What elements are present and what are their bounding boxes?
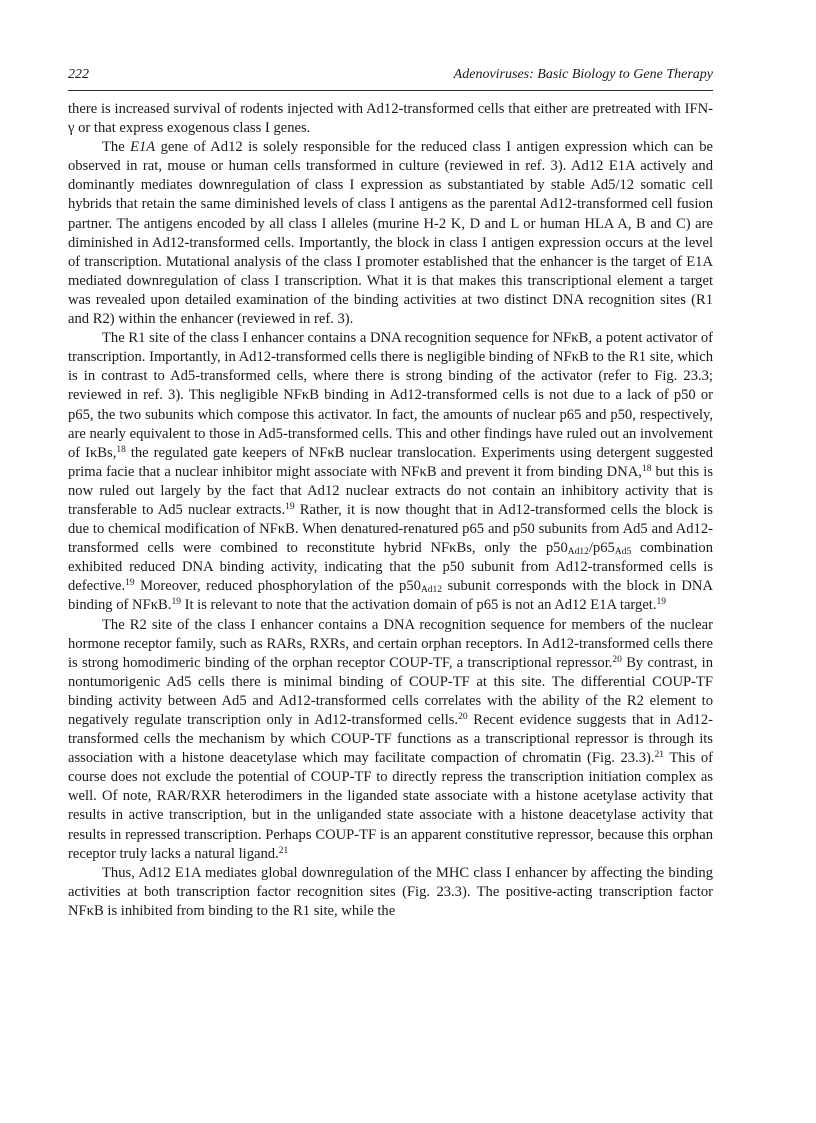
text-run: It is relevant to note that the activation domain of p65 is not an Ad12 E1A target. (180, 597, 657, 614)
subscript-label: Ad12 (420, 585, 443, 596)
reference-superscript: 18 (641, 463, 652, 474)
paragraph-3 (68, 329, 713, 615)
reference-superscript: 21 (654, 750, 665, 761)
reference-superscript: 19 (285, 501, 295, 512)
text-run: By contrast, in nontumorigenic Ad5 cells there is minimal binding of COUP-TF at this site. The differential COUP-TF binding activity between Ad5 and Ad12-transformed cells correlates with the ability of the R2 element to negatively regulate transcription only in Ad12-transformed cells. (68, 654, 713, 728)
text-run: Recent evidence suggests that in Ad12-transformed cells the mechanism by which COUP-TF functions as a transcriptional repressor is through its association with a histone deacetylase which may facilitate compaction of chromatin (Fig. 23.3). (68, 712, 713, 767)
reference-superscript: 19 (656, 597, 667, 608)
text-run: gene of Ad12 is solely responsible for the reduced class I antigen expression which can be observed in rat, mouse or human cells transformed in culture (reviewed in ref. 3). Ad12 E1A actively and dominantly mediates downregulation of class I expression as substantiated by stable Ad5/12 somatic cell hybrids that retain the same diminished levels of class I antigens as the parental Ad12-transformed cell fusion partner. The antigens encoded by all class I alleles (murine H-2 K, D and L or human HLA A, B and C) are diminished in Ad12-transformed cells. Importantly, the block in class I antigen expression occurs at the level of transcription. Mutational analysis of the class I promoter established that the enhancer is the target of E1A mediated downregulation of class I transcription. What it is that makes this transcriptional element a target was revealed upon detailed examination of the binding activities at two distinct DNA recognition sites (R1 and R2) within the enhancer (reviewed in ref. 3). (68, 139, 713, 328)
text-run: The R2 site of the class I enhancer contains a DNA recognition sequence for members of the nuclear hormone receptor family, such as RARs, RXRs, and certain orphan receptors. In Ad12-transformed cells there is strong homodimeric binding of the orphan receptor COUP-TF, a transcriptional repressor. (68, 616, 713, 671)
page-number: 222 (68, 67, 89, 82)
text-run: Moreover, reduced phosphorylation of the p50 (134, 578, 421, 595)
running-title: Adenoviruses: Basic Biology to Gene Therapy (453, 67, 713, 82)
subscript-label: Ad5 (614, 547, 632, 558)
paragraph-2 (68, 138, 713, 329)
paragraph-1 (68, 100, 713, 138)
text-run: The R1 site of the class I enhancer contains a DNA recognition sequence for NFκB, a potent activator of transcription. Importantly, in Ad12-transformed cells there is negligible binding of NFκB to the R1 site, which is in contrast to Ad5-transformed cells, where there is strong binding of the activator (refer to Fig. 23.3; reviewed in ref. 3). This negligible NFκB binding in Ad12-transformed cells is not due to a lack of p50 or p65, the two subunits which compose this activator. In fact, the amounts of nuclear p65 and p50, respectively, are nearly equivalent to those in Ad5-transformed cells. This and other findings have ruled out an involvement of IκBs, (68, 330, 713, 461)
subscript-label: Ad12 (567, 547, 589, 558)
italic-gene-name: E1A (130, 139, 156, 156)
text-run: /p65 (588, 540, 615, 557)
text-run: combination exhibited reduced DNA binding activity, indicating that the p50 subunit from Ad12-transformed cells is defective. (68, 540, 713, 595)
body-text (68, 100, 713, 921)
text-run: Rather, it is now thought that in Ad12-transformed cells the block is due to chemical modification of NFκB. When denatured-renatured p65 and p50 subunits from Ad5 and Ad12-transformed cells were combined to reconstitute hybrid NFκBs, only the p50 (68, 501, 713, 557)
reference-superscript: 19 (171, 597, 181, 608)
reference-superscript: 19 (125, 578, 135, 589)
paragraph-4 (68, 616, 713, 864)
text-run: subunit corresponds with the block in DNA binding of NFκB. (68, 578, 713, 614)
text-run: but this is now ruled out largely by the fact that Ad12 nuclear extracts do not contain an inhibitory activity that is transferable to Ad5 nuclear extracts. (68, 463, 714, 518)
text-run: The (102, 139, 131, 156)
reference-superscript: 18 (116, 444, 126, 455)
text-run: Thus, Ad12 E1A mediates global downregulation of the MHC class I enhancer by affecting the binding activities at both transcription factor recognition sites (Fig. 23.3). The positive-acting transcription factor NFκB is inhibited from binding to the R1 site, while the (68, 864, 713, 919)
running-header (68, 66, 713, 91)
reference-superscript: 20 (612, 654, 622, 665)
page (68, 66, 713, 921)
reference-superscript: 21 (278, 845, 289, 856)
text-run: This of course does not exclude the potential of COUP-TF to directly repress the transcription initiation complex as well. Of note, RAR/RXR heterodimers in the liganded state associate with a histone acetylase activity that results in active transcription, but in the unliganded state associate with a histone deacetylase activity that results in repressed transcription. Perhaps COUP-TF is an apparent constitutive repressor, because this orphan receptor truly lacks a natural ligand. (68, 750, 713, 862)
reference-superscript: 20 (458, 712, 468, 722)
text-run: there is increased survival of rodents injected with Ad12-transformed cells that either are pretreated with IFN-γ or that express exogenous class I genes. (68, 101, 713, 137)
paragraph-5 (68, 864, 713, 921)
text-run: the regulated gate keepers of NFκB nuclear translocation. Experiments using detergent suggested prima facie that a nuclear inhibitor might associate with NFκB and prevent it from binding DNA, (68, 444, 713, 480)
